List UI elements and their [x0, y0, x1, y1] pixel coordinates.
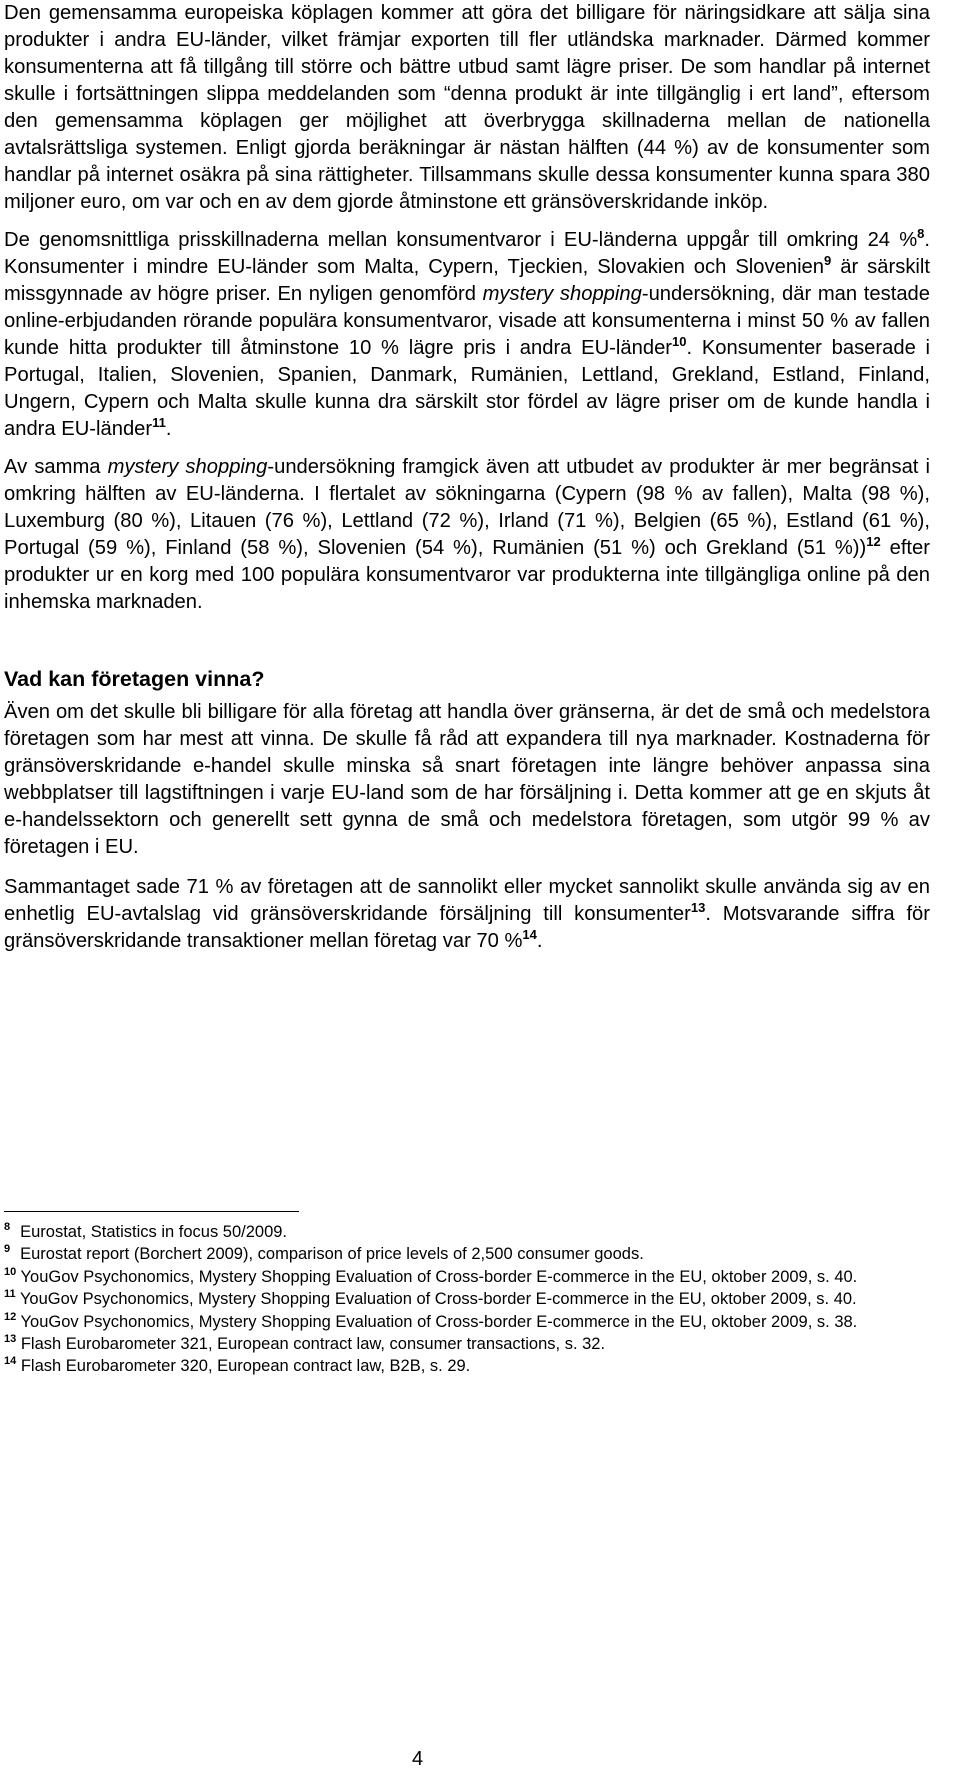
footnote-reference[interactable]: 14 [522, 927, 537, 942]
footnote-item [4, 1311, 930, 1333]
footnote-reference[interactable]: 11 [152, 415, 166, 430]
footnote-item [4, 1355, 930, 1377]
footnote-text: Eurostat, Statistics in focus 50/2009. [20, 1223, 288, 1241]
footnote-separator [4, 1211, 299, 1212]
italic-term: mystery shopping [107, 456, 268, 478]
footnote-item [4, 1221, 930, 1243]
footnote-item [4, 1243, 930, 1265]
paragraph-3: Av samma mystery shopping-undersökning framgick även att utbudet av produkter är mer begränsat i omkring hälften av EU-länderna. I flertalet av sökningarna (Cypern (98 % av fallen), Malta (98 %), Luxemburg (80 %), Litauen (76 %), Lettland (72 %), Irland (71 %), Belgien (65 %), Estland (61 %), Portugal (59 %), Finland (58 %), Slovenien (54 %), Rumänien (51 %) och Grekland (51 %))$^{12}$ efter produkter ur en korg med 100 populära konsumentvaror var produkterna inte tillgängliga online på den inhemska marknaden. [4, 456, 931, 613]
footnote-number: 11 [4, 1288, 16, 1301]
footnote-text: YouGov Psychonomics, Mystery Shopping Evaluation of Cross-border E-commerce in the EU, oktober 2009, s. 38. [20, 1312, 858, 1331]
footnote-text: Eurostat report (Borchert 2009), comparison of price levels of 2,500 consumer goods. [20, 1245, 644, 1264]
footnote-reference[interactable]: 9 [824, 253, 832, 268]
footnote-reference[interactable]: 12 [866, 534, 881, 549]
footnote-text: Flash Eurobarometer 321, European contract law, consumer transactions, s. 32. [20, 1335, 606, 1354]
footnote-item [4, 1266, 930, 1288]
paragraph-5: Sammantaget sade 71 % av företagen att de sannolikt eller mycket sannolikt skulle använda sig av en enhetlig EU-avtalslag vid gränsöverskridande försäljning till konsumenter$^{13}$. Motsvarande siffra för gränsöverskridande transaktioner mellan företag var 70 %$^{14}$. [4, 876, 931, 952]
footnote-item [4, 1288, 930, 1310]
footnote-number: 8 [4, 1221, 11, 1233]
paragraph-4: Även om det skulle bli billigare för alla företag att handla över gränserna, är det de små och medelstora företagen som har mest att vinna. De skulle få råd att expandera till nya marknader. Kostnaderna för gränsöverskridande e-handel skulle minska så snart företagen inte längre behöver anpassa sina webbplatser till lagstiftningen i varje EU-land som de har försäljning i. Detta kommer att ge en skjuts åt e-handelssektorn och generellt sett gynna de små och medelstora företagen, som utgör 99 % av företagen i EU. [4, 701, 930, 858]
footnote-item [4, 1333, 930, 1355]
footnote-reference[interactable]: 8 [917, 226, 925, 241]
footnote-text: Flash Eurobarometer 320, European contract law, B2B, s. 29. [20, 1357, 471, 1376]
document-page [4, 0, 930, 955]
footnote-number: 12 [4, 1310, 17, 1323]
paragraph-2: De genomsnittliga prisskillnaderna mellan konsumentvaror i EU-länderna uppgår till omkring 24 %$^8$. Konsumenter i mindre EU-länder som Malta, Cypern, Tjeckien, Slovakien och Slovenien$^9$ är särskilt missgynnade av högre priser. En nyligen genomförd mystery shopping-undersökning, där man testade online-erbjudanden rörande populära konsumentvaror, visade att konsumenterna i minst 50 % av fallen kunde hitta produkter till åtminstone 10 % lägre pris i andra EU-länder$^{10}$. Konsumenter baserade i Portugal, Italien, Slovenien, Spanien, Danmark, Rumänien, Lettland, Grekland, Estland, Finland, Ungern, Cypern och Malta skulle kunna dra särskilt stor fördel av lägre priser om de kunde handla i andra EU-länder$^{11}$. [4, 226, 931, 440]
footnote-text: YouGov Psychonomics, Mystery Shopping Evaluation of Cross-border E-commerce in the EU, oktober 2009, s. 40. [19, 1290, 857, 1309]
italic-term: mystery shopping [482, 283, 642, 305]
footnote-number: 10 [4, 1265, 17, 1278]
section-heading: Vad kan företagen vinna? [4, 667, 265, 691]
footnote-number: 9 [4, 1243, 11, 1256]
footnote-reference[interactable]: 10 [672, 334, 687, 349]
footnote-number: 14 [4, 1355, 17, 1368]
footnote-reference[interactable]: 13 [690, 900, 706, 915]
page-number: 4 [412, 1748, 424, 1770]
footnote-number: 13 [4, 1333, 17, 1346]
footnote-text: YouGov Psychonomics, Mystery Shopping Evaluation of Cross-border E-commerce in the EU, oktober 2009, s. 40. [20, 1267, 858, 1286]
paragraph-1: Den gemensamma europeiska köplagen kommer att göra det billigare för näringsidkare att sälja sina produkter i andra EU-länder, vilket främjar exporten till fler utländska marknader. Därmed kommer konsumenterna att få tillgång till större och bättre utbud samt lägre priser. De som handlar på internet skulle i fortsättningen slippa meddelanden som “denna produkt är inte tillgänglig i ert land”, eftersom den gemensamma köplagen ger möjlighet att överbrygga skillnaderna mellan de nationella avtalsrättsliga systemen. Enligt gjorda beräkningar är nästan hälften (44 %) av de konsumenter som handlar på internet osäkra på sina rättigheter. Tillsammans skulle dessa konsumenter kunna spara 380 miljoner euro, om var och en av dem gjorde åtminstone ett gränsöverskridande inköp. [4, 2, 930, 213]
footnotes [4, 1221, 930, 1378]
